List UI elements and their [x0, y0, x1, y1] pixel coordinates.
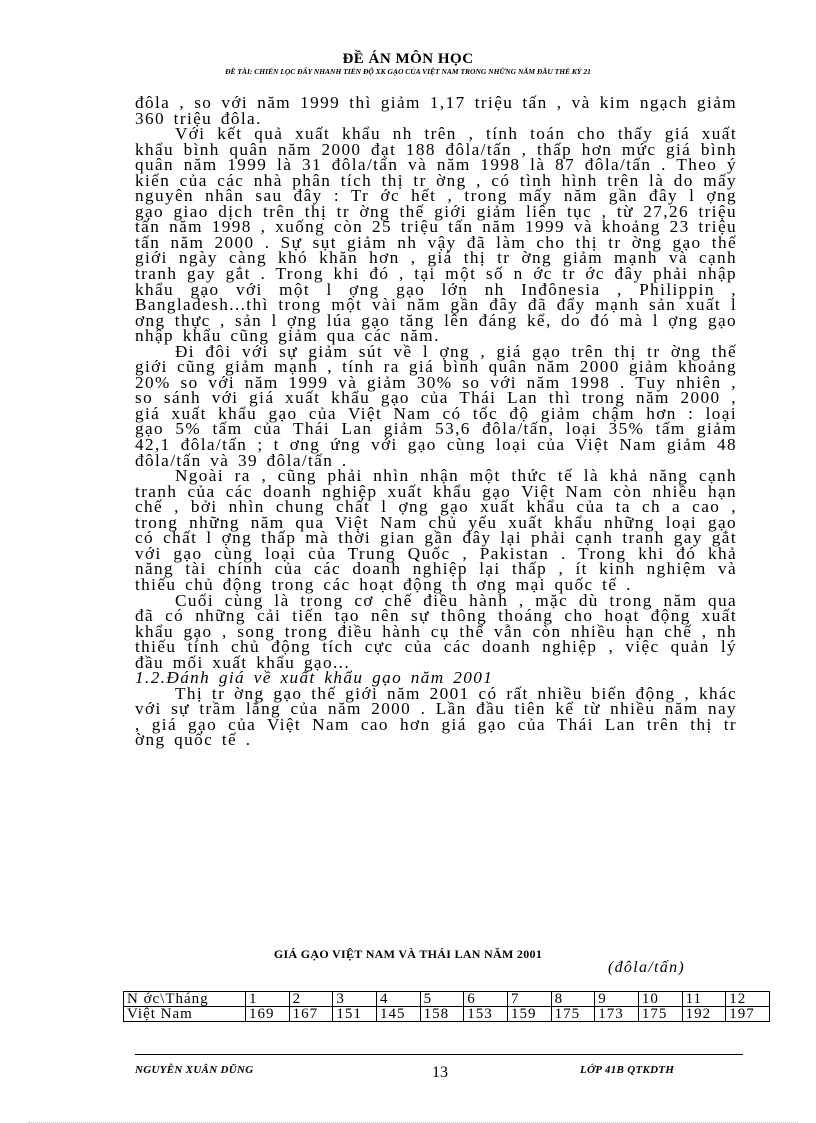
table-row: [124, 1007, 770, 1022]
document-subtitle: ĐỀ TÀI: CHIẾN LỌC ĐẨY NHANH TIẾN ĐỘ XK GẠO CỦA VIỆT NAM TRONG NHỮNG NĂM ĐẦU THẾ KỶ 21: [225, 67, 591, 76]
rice-price-table: [123, 991, 770, 1022]
table-header-cell: 1: [246, 992, 290, 1007]
table-cell: 153: [464, 1007, 508, 1022]
footer-author: NGUYỄN XUÂN DŨNG: [135, 1064, 254, 1076]
table-header-cell: 10: [638, 992, 682, 1007]
table-cell: Việt Nam: [124, 1007, 246, 1022]
page-number: 13: [432, 1064, 448, 1081]
table-header-cell: 2: [289, 992, 333, 1007]
table-header-cell: 12: [726, 992, 770, 1007]
table-cell: 175: [551, 1007, 595, 1022]
table-unit: (đôla/tấn): [608, 959, 685, 976]
table-header-cell: 11: [682, 992, 726, 1007]
paragraph: Ngoài ra , cũng phải nhìn nhận một thức tế là khả năng cạnh tranh của các doanh nghiệp xuất khẩu gạo Việt Nam còn nhiều hạn chế , bởi nhìn chung chất l ợng gạo xuất khẩu của ta ch a cao , trong những năm qua Việt Nam chủ yếu xuất khẩu những loại gạo có chất l ợng thấp mà thời gian gần đây lại phải cạnh tranh gay gắt với gạo cùng loại của Trung Quốc , Pakistan . Trong khi đó khả năng tài chính của các doanh nghiệp lại thấp , ít kinh nghiệm và thiếu chủ động trong các hoạt động th ơng mại quốc tế .: [135, 466, 737, 594]
table-cell: 173: [595, 1007, 639, 1022]
table-cell: 145: [376, 1007, 420, 1022]
table-cell: 158: [420, 1007, 464, 1022]
table-header-cell: 8: [551, 992, 595, 1007]
table-cell: 151: [333, 1007, 377, 1022]
table-cell: 175: [638, 1007, 682, 1022]
table-header-cell: N ớc\Tháng: [124, 992, 246, 1007]
table-header-cell: 4: [376, 992, 420, 1007]
paragraph: đôla , so với năm 1999 thì giảm 1,17 triệu tấn , và kim ngạch giảm 360 triệu đôla.: [135, 93, 737, 128]
table-header-row: [124, 992, 770, 1007]
table-cell: 167: [289, 1007, 333, 1022]
section-heading: 1.2.Đánh giá về xuất khẩu gạo năm 2001: [135, 668, 494, 688]
table-header-cell: 7: [507, 992, 551, 1007]
table-header-cell: 6: [464, 992, 508, 1007]
footer-divider: [135, 1054, 743, 1055]
body-text: [135, 95, 737, 748]
table-header-cell: 5: [420, 992, 464, 1007]
table-title: GIÁ GẠO VIỆT NAM VÀ THÁI LAN NĂM 2001: [273, 947, 543, 961]
table-header-cell: 3: [333, 992, 377, 1007]
footer-class: LỚP 41B QTKDTH: [580, 1064, 675, 1076]
paragraph: Cuối cùng là trong cơ chế điều hành , mặc dù trong năm qua đã có những cải tiến tạo nên sự thông thoáng cho hoạt động xuất khẩu gạo , song trong điều hành cụ thể vẫn còn nhiều hạn chế , nh thiếu tính chủ động tích cực của các doanh nghiệp , việc quản lý đầu mối xuất khẩu gạo...: [135, 590, 737, 672]
paragraph: Thị tr ờng gạo thế giới năm 2001 có rất nhiều biến động , khác với sự trầm lắng của năm 2000 . Lần đầu tiên kể từ nhiều năm nay , giá gạo của Việt Nam cao hơn giá gạo của Thái Lan trên thị tr ờng quốc tế .: [135, 683, 737, 750]
table-cell: 192: [682, 1007, 726, 1022]
table-cell: 197: [726, 1007, 770, 1022]
table-cell: 159: [507, 1007, 551, 1022]
paragraph: Đi đôi với sự giảm sút về l ợng , giá gạo trên thị tr ờng thế giới cũng giảm mạnh , tính ra giá bình quân năm 2000 giảm khoảng 20% so với năm 1999 và giảm 30% so với năm 1998 . Tuy nhiên , so sánh với giá xuất khẩu gạo của Thái Lan thì trong năm 2000 , giá xuất khẩu gạo của Việt Nam có tốc độ giảm chậm hơn : loại gạo 5% tấm của Thái Lan giảm 53,6 đôla/tấn, loại 35% tấm giảm 42,1 đôla/tấn ; t ơng ứng với gạo cùng loại của Việt Nam giảm 48 đôla/tấn và 39 đôla/tấn .: [135, 341, 737, 470]
table-header-cell: 9: [595, 992, 639, 1007]
paragraph: Với kết quả xuất khẩu nh trên , tính toán cho thấy giá xuất khẩu bình quân năm 2000 đạt 188 đôla/tấn , thấp hơn mức giá bình quân năm 1999 là 31 đôla/tấn và năm 1998 là 87 đôla/tấn . Theo ý kiến của các nhà phân tích thị tr ờng , có tình hình trên là do mấy nguyên nhân sau đây : Tr ớc hết , trong mấy năm gần đây l ợng gạo giao dịch trên thị tr ờng thế giới giảm liên tục , từ 27,26 triệu tấn năm 1998 , xuống còn 25 triệu tấn năm 1999 và khoảng 23 triệu tấn năm 2000 . Sự sụt giảm nh vậy đã làm cho thị tr ờng gạo thế giới ngày càng khó khăn hơn , giá thị tr ờng giảm mạnh và cạnh tranh gay gắt . Trong khi đó , tại một số n ớc tr ớc đây phải nhập khẩu gạo với một l ợng gạo lớn nh Inđônesia , Philippin , Bangladesh...thì trong một vài năm gần đây đã đẩy mạnh sản xuất l ơng thực , sản l ợng lúa gạo tăng lên đáng kể, do đó mà l ợng gạo nhập khẩu cũng giảm qua các năm.: [135, 124, 737, 346]
document-title: ĐỀ ÁN MÔN HỌC: [342, 51, 474, 67]
table-cell: 169: [246, 1007, 290, 1022]
